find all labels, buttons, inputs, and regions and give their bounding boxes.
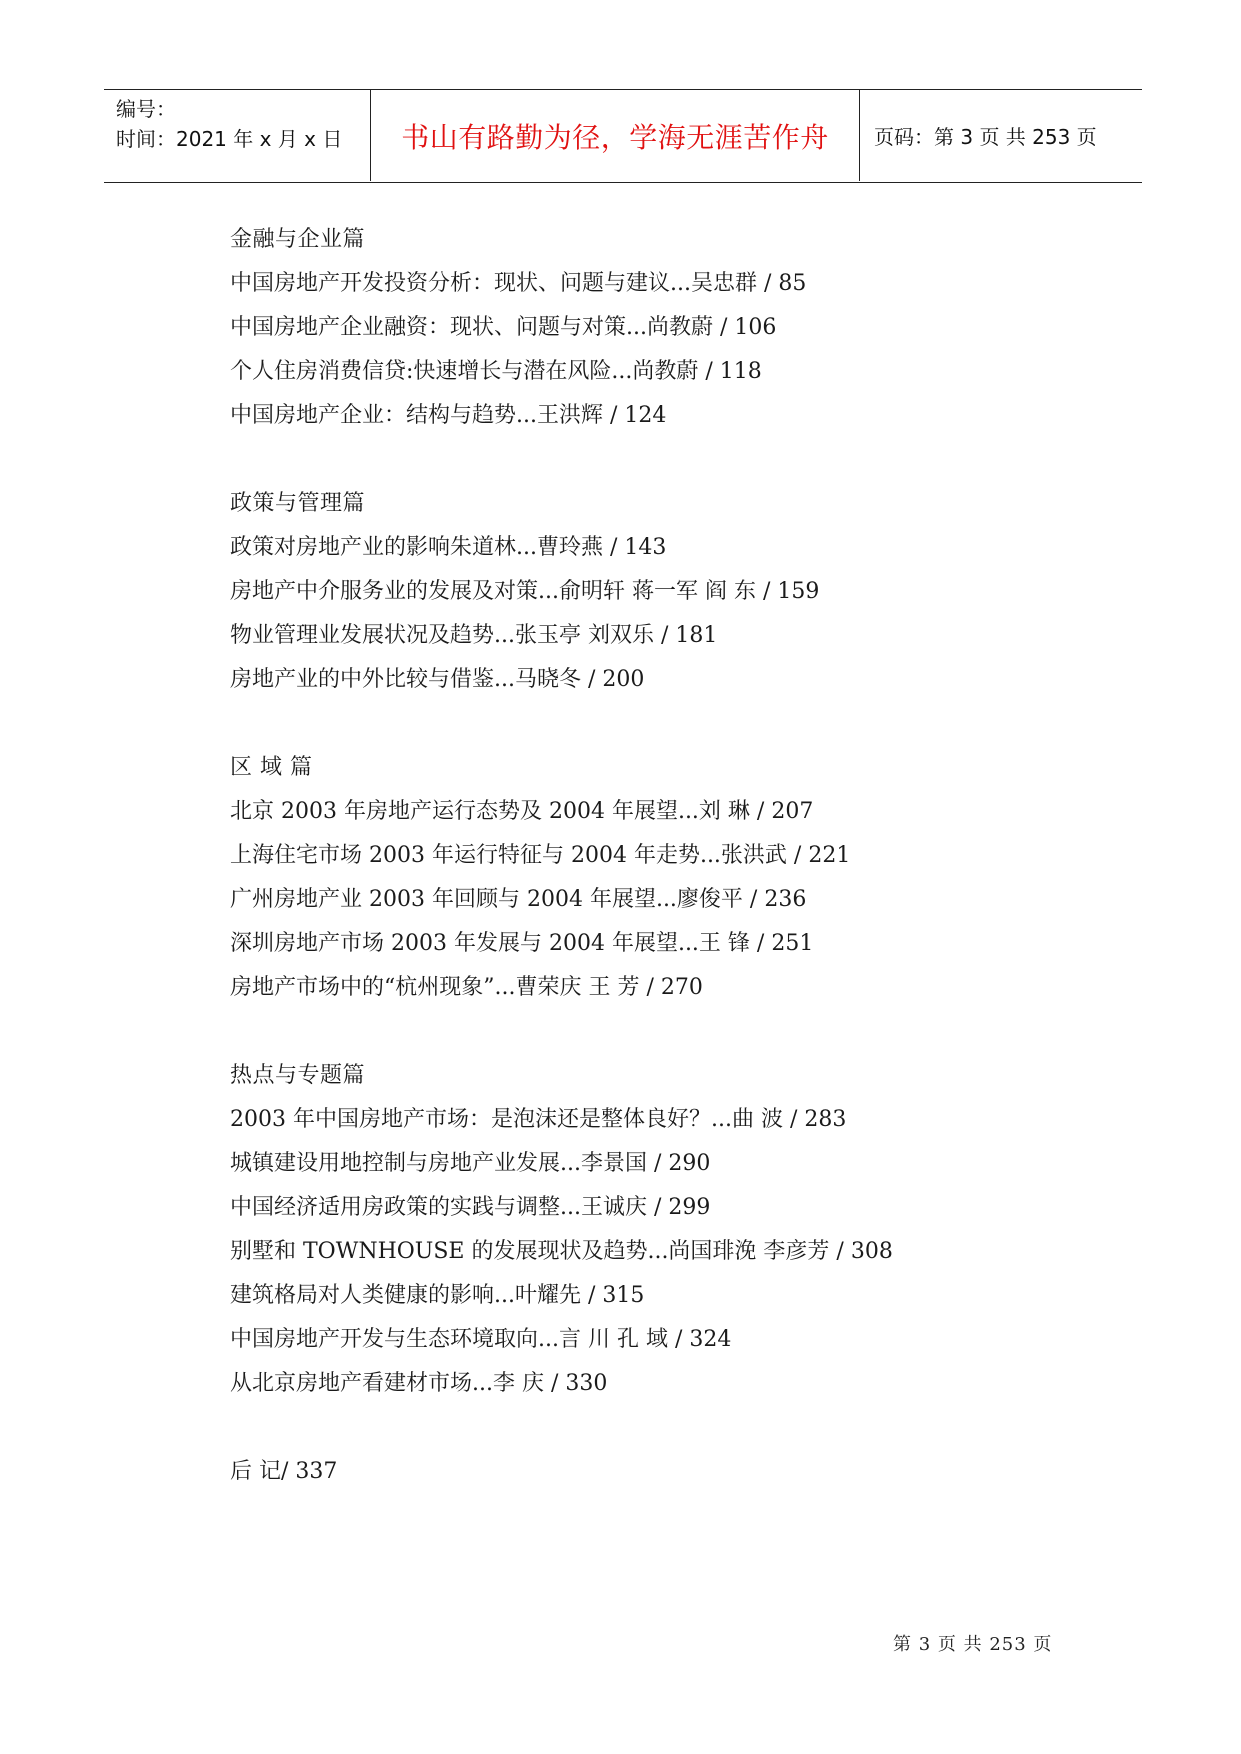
toc-entry: 房地产业的中外比较与借鉴...马晓冬 / 200 [230,667,645,692]
header-meta [116,94,366,154]
page-footer: 第 3 页 共 253 页 [893,1634,1053,1655]
toc-entry: 房地产市场中的“杭州现象”...曹荣庆 王 芳 / 270 [230,975,703,1000]
page-header [104,89,1142,183]
toc-entry: 物业管理业发展状况及趋势...张玉亭 刘双乐 / 181 [230,623,718,648]
toc-entry: 房地产中介服务业的发展及对策...俞明轩 蒋一军 阎 东 / 159 [230,579,820,604]
toc-entry: 广州房地产业 2003 年回顾与 2004 年展望...廖俊平 / 236 [230,887,807,912]
toc-entry: 中国经济适用房政策的实践与调整...王诚庆 / 299 [230,1195,711,1220]
toc-entry: 个人住房消费信贷:快速增长与潜在风险...尚教蔚 / 118 [230,359,762,384]
toc-entry: 别墅和 TOWNHOUSE 的发展现状及趋势...尚国琲浼 李彦芳 / 308 [230,1239,893,1264]
section-title: 区 域 篇 [230,755,313,780]
toc-section [230,746,1130,1010]
toc-entry: 中国房地产企业：结构与趋势...王洪辉 / 124 [230,403,667,428]
toc-entry: 建筑格局对人类健康的影响...叶耀先 / 315 [230,1283,645,1308]
toc-entry: 从北京房地产看建材市场...李 庆 / 330 [230,1371,608,1396]
toc-entry: 上海住宅市场 2003 年运行特征与 2004 年走势...张洪武 / 221 [230,843,851,868]
toc-section [230,482,1130,702]
toc-entry: 政策对房地产业的影响朱道林...曹玲燕 / 143 [230,535,667,560]
toc-entry: 2003 年中国房地产市场：是泡沫还是整体良好？...曲 波 / 283 [230,1107,847,1132]
toc-entry: 中国房地产开发与生态环境取向...言 川 孔 域 / 324 [230,1327,732,1352]
toc-entry: 中国房地产企业融资：现状、问题与对策...尚教蔚 / 106 [230,315,777,340]
section-title: 金融与企业篇 [230,227,366,252]
afterword-entry: 后 记/ 337 [230,1459,338,1484]
section-title: 热点与专题篇 [230,1063,366,1088]
toc-entry: 深圳房地产市场 2003 年发展与 2004 年展望...王 锋 / 251 [230,931,814,956]
header-motto-cell [370,90,860,181]
motto-text: 书山有路勤为径，学海无涯苦作舟 [401,120,829,154]
toc-entry: 北京 2003 年房地产运行态势及 2004 年展望...刘 琳 / 207 [230,799,814,824]
serial-number-label: 编号： [116,97,176,121]
toc-section [230,1054,1130,1406]
time-label: 时间：2021 年 x 月 x 日 [116,127,343,151]
header-page-info: 页码：第 3 页 共 253 页 [874,125,1097,149]
toc-entry: 中国房地产开发投资分析：现状、问题与建议...吴忠群 / 85 [230,271,807,296]
section-title: 政策与管理篇 [230,491,366,516]
table-of-contents [230,218,1130,1494]
toc-section [230,218,1130,438]
toc-entry: 城镇建设用地控制与房地产业发展...李景国 / 290 [230,1151,711,1176]
